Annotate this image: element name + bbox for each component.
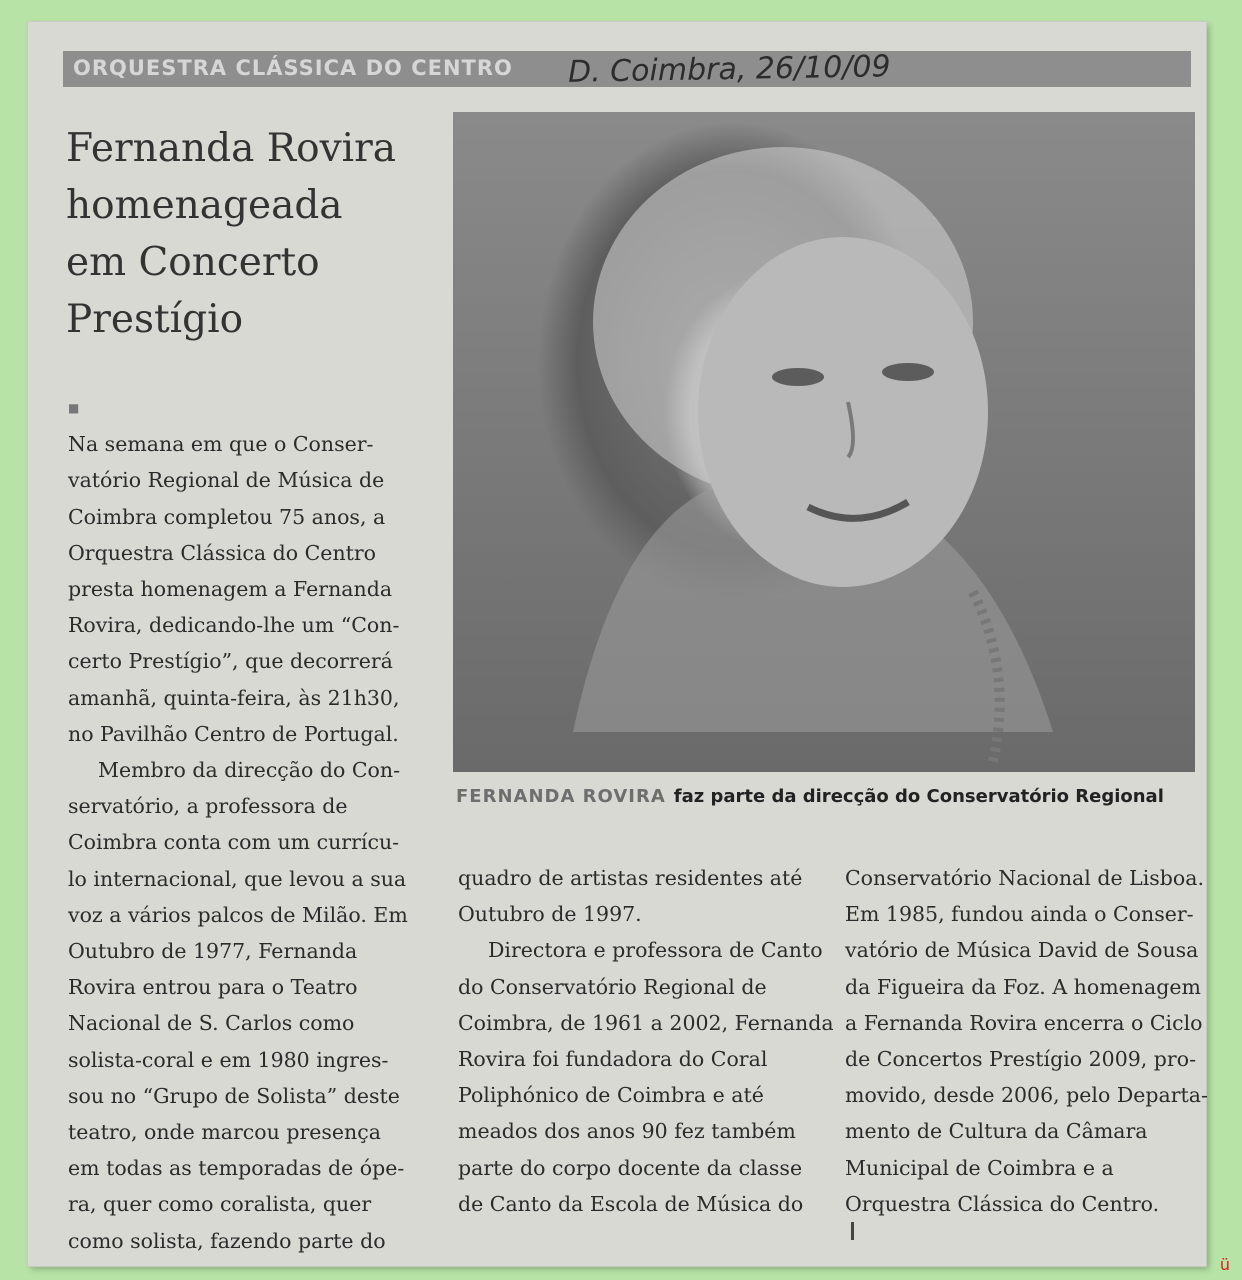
article-line: como solista, fazendo parte do	[68, 1228, 386, 1253]
watermark-logo: ü	[1219, 1255, 1230, 1274]
newspaper-clipping	[28, 22, 1206, 1266]
article-line: Poliphónico de Coimbra e até	[458, 1083, 764, 1108]
article-line: solista-coral e em 1980 ingres-	[68, 1047, 389, 1072]
article-line: Coimbra conta com um currícu-	[68, 830, 400, 855]
article-line: de Canto da Escola de Música do	[458, 1191, 804, 1216]
article-line: Membro da direcção do Con-	[98, 758, 400, 783]
article-line: Coimbra completou 75 anos, a	[68, 504, 386, 529]
article-line: do Conservatório Regional de	[458, 974, 767, 999]
article-line: lo internacional, que levou a sua	[68, 866, 407, 891]
article-line: quadro de artistas residentes até	[458, 866, 803, 890]
article-line: Rovira foi fundadora do Coral	[458, 1047, 768, 1072]
article-line: Municipal de Coimbra e a	[845, 1155, 1114, 1180]
article-line: Coimbra, de 1961 a 2002, Fernanda	[458, 1010, 834, 1035]
portrait-photo	[453, 112, 1195, 772]
article-line: Nacional de S. Carlos como	[68, 1011, 355, 1036]
article-line: Rovira entrou para o Teatro	[68, 975, 358, 1000]
headline-line: em Concerto	[66, 240, 320, 285]
article-line: ■ Na semana em que o Conser-	[68, 390, 448, 462]
article-line: servatório, a professora de	[68, 794, 348, 819]
article-line: no Pavilhão Centro de Portugal.	[68, 721, 399, 746]
article-line: de Concertos Prestígio 2009, pro-	[845, 1047, 1197, 1072]
article-line: em todas as temporadas de ópe-	[68, 1156, 405, 1181]
article-column-2	[458, 860, 834, 1222]
article-line: voz a vários palcos de Milão. Em	[68, 902, 408, 927]
article-line: Rovira, dedicando-lhe um “Con-	[68, 613, 400, 638]
article-line: Orquestra Clássica do Centro	[68, 540, 377, 565]
article-line: vatório de Música David de Sousa	[845, 938, 1199, 963]
article-headline	[66, 120, 446, 348]
caption-text: faz parte da direcção do Conservatório Regional	[673, 786, 1164, 807]
headline-line: Prestígio	[66, 297, 244, 342]
article-line: ra, quer como coralista, quer	[68, 1192, 372, 1217]
article-column-3	[845, 860, 1208, 1240]
article-column-1	[68, 390, 448, 1259]
section-label: ORQUESTRA CLÁSSICA DO CENTRO	[73, 56, 513, 80]
article-line: certo Prestígio”, que decorrerá	[68, 649, 393, 674]
article-line: da Figueira da Foz. A homenagem	[845, 974, 1201, 999]
article-line: Conservatório Nacional de Lisboa.	[845, 866, 1204, 890]
article-line: vatório Regional de Música de	[68, 468, 385, 493]
article-line: parte do corpo docente da classe	[458, 1155, 803, 1180]
article-line: teatro, onde marcou presença	[68, 1120, 381, 1145]
portrait-illustration	[453, 112, 1195, 772]
caption-name: FERNANDA ROVIRA	[456, 786, 666, 807]
article-line: Em 1985, fundou ainda o Conser-	[845, 902, 1194, 927]
article-line: meados dos anos 90 fez também	[458, 1119, 796, 1144]
article-line: presta homenagem a Fernanda	[68, 577, 393, 602]
article-line: a Fernanda Rovira encerra o Ciclo	[845, 1010, 1203, 1035]
article-line: movido, desde 2006, pelo Departa-	[845, 1083, 1208, 1108]
article-end-mark-icon	[851, 1222, 854, 1240]
handwritten-date-note: D. Coimbra, 26/10/09	[567, 49, 891, 90]
article-line: Outubro de 1977, Fernanda	[68, 939, 358, 964]
paragraph-bullet-icon: ■	[68, 401, 80, 415]
article-line: Orquestra Clássica do Centro.	[845, 1186, 1200, 1240]
photo-caption	[456, 786, 1164, 807]
article-line: Outubro de 1997.	[458, 902, 642, 927]
article-line: sou no “Grupo de Solista” deste	[68, 1083, 400, 1108]
headline-line: homenageada	[66, 183, 343, 228]
article-line: mento de Cultura da Câmara	[845, 1119, 1148, 1144]
article-line: Directora e professora de Canto	[488, 938, 823, 963]
article-line: amanhã, quinta-feira, às 21h30,	[68, 685, 400, 710]
headline-line: Fernanda Rovira	[66, 126, 396, 171]
